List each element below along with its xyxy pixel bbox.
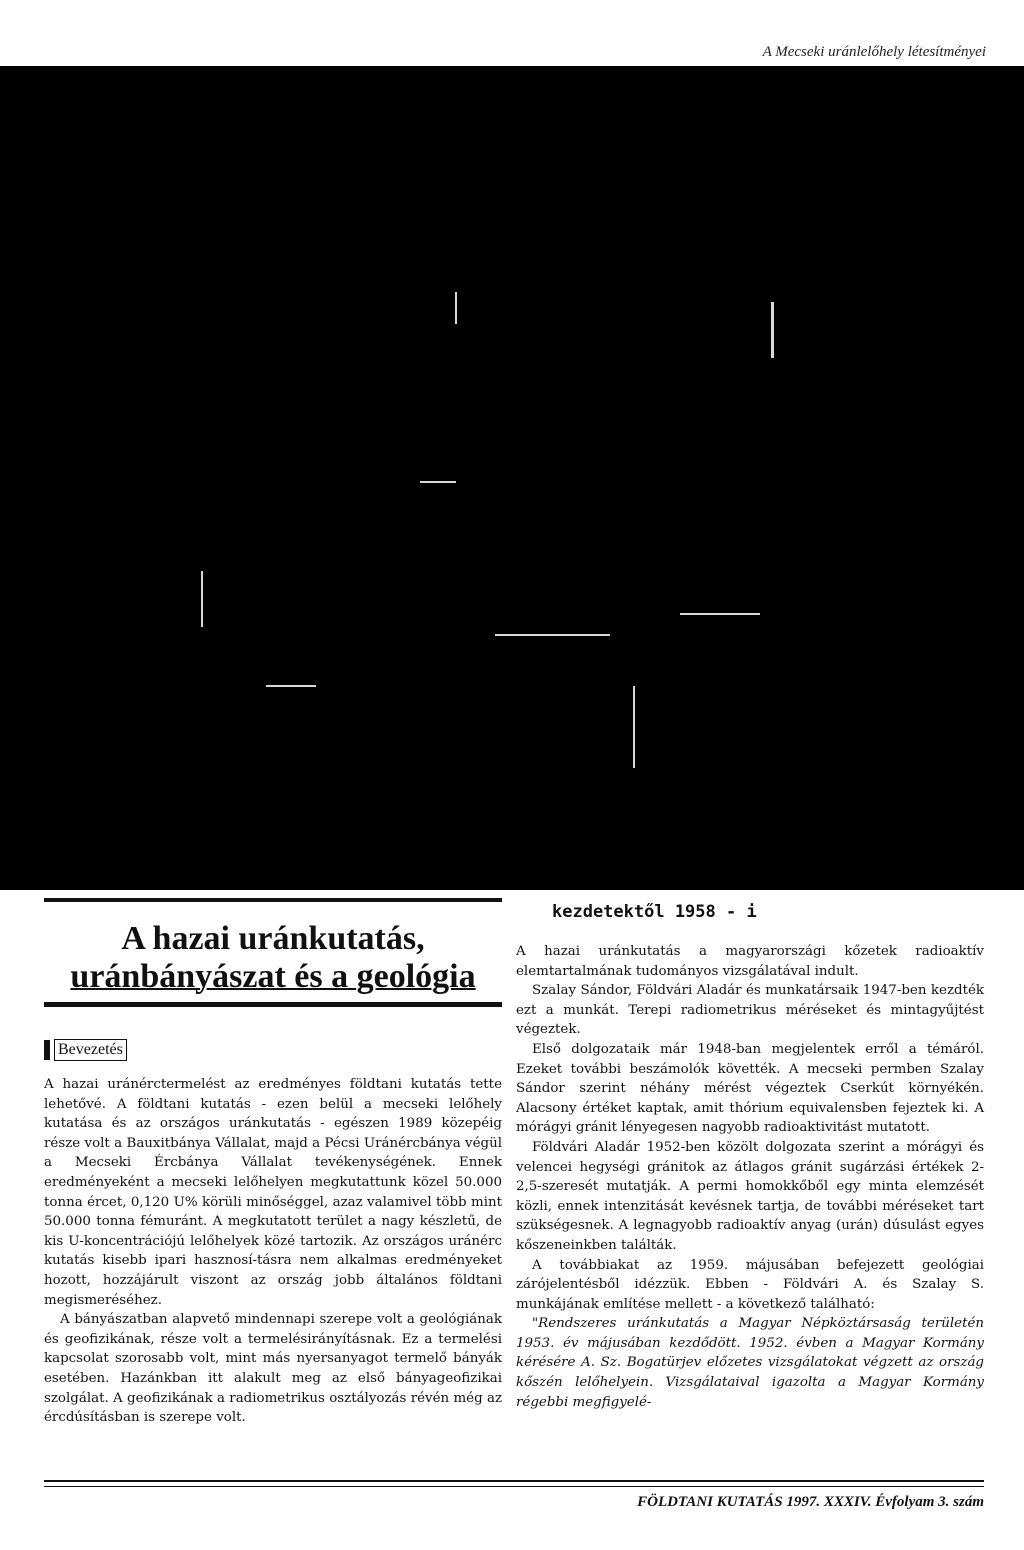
photo-highlight (680, 613, 760, 615)
photo-highlight (495, 634, 610, 636)
paragraph: A bányászatban alapvető mindennapi szerepe volt a geológiának és geofizikának, része volt a termelésirányításnak. Ez a termelési kapcsolat szorosabb volt, mint más nyersanyagot termelő bányák esetében. Hazánkban itt alakult meg az első bányageofizikai szolgálat. A geofizikának a radiometrikus osztályozás révén még az ércdúsításban is szerepe volt. (44, 1312, 502, 1426)
article-title (44, 920, 502, 996)
title-line-1: A hazai uránkutatás, (121, 920, 425, 957)
title-rule (44, 1002, 502, 1007)
paragraph: Földvári Aladár 1952-ben közölt dolgozata szerint a mórágyi és velencei hegységi gránitok az átlagos gránit sugárzási értékek 2-2,5-szeresét mutatják. A permi homokkőből egy minta elemzését közli, ennek intenzitását kevésnek tartja, de további méréseket tart szükségesnek. A legnagyobb radioaktív anyag (urán) dúsulást egyes kőszeneinkben találták. (516, 1139, 984, 1253)
photo-highlight (420, 481, 456, 483)
photograph-dark (0, 66, 1024, 890)
quote-paragraph: "Rendszeres uránkutatás a Magyar Népköztársaság területén 1953. év májusában kezdődött. 1952. évben a Magyar Kormány kérésére A. Sz. Bogatürjev előzetes vizsgálatokat végzett az ország kőszén lelőhelyein. Vizsgálataival igazolta a Magyar Kormány régebbi megfigyelé- (516, 1316, 984, 1410)
photo-highlight (771, 302, 774, 358)
right-column (516, 902, 984, 1412)
paragraph: A továbbiakat az 1959. májusában befejezett geológiai zárójelentésből idézzük. Ebben - Földvári A. és Szalay S. munkájának említése mellett - a következő található: (516, 1257, 984, 1312)
photo-highlight (201, 571, 203, 627)
paragraph: A hazai uránérctermelést az eredményes földtani kutatás tette lehetővé. A földtani kutatás - ezen belül a mecseki lelőhely kutatása és az országos uránkutatás - egészen 1989 közepéig része volt a Bauxitbánya Vállalat, majd a Pécsi Uránércbánya végül a Mecseki Ércbánya Vállalat tevékenységének. Ennek eredményeként a mecseki lelőhelyen megkutattunk közel 50.000 tonna ércet, 0,120 U% körüli minőséggel, azaz valamivel több mint 50.000 tonna fémuránt. A megkutatott terület a nagy készletű, de kis U-koncentrációjú lelőhelyek közé tartozik. Az országos uránérc kutatás kisebb ipari hasznosí-tásra nem alkalmas eredményeket hozott, hozzájárult viszont az ország jobb általános földtani megismeréséhez. (44, 1077, 502, 1308)
section-marker (44, 1040, 50, 1060)
subsection-title: kezdetektől 1958 - i (552, 902, 757, 922)
section-label: Bevezetés (54, 1039, 127, 1061)
footer-rule (44, 1486, 984, 1487)
left-column (44, 898, 502, 1428)
paragraph: Szalay Sándor, Földvári Aladár és munkatársaik 1947-ben kezdték ezt a munkát. Terepi radiometrikus méréseket és mintagyűjtést végeztek. (516, 983, 984, 1038)
photo-highlight (455, 292, 457, 324)
section-heading (44, 1039, 502, 1061)
paragraph: A hazai uránkutatás a magyarországi kőzetek radioaktív elemtartalmának tudományos vizsgálatával indult. (516, 944, 984, 979)
title-rule (44, 898, 502, 902)
running-header: A Mecseki uránlelőhely létesítményei (762, 44, 986, 60)
paragraph: Első dolgozataik már 1948-ban megjelentek erről a témáról. Ezeket további beszámolók követték. A mecseki permben Szalay Sándor szerint néhány mérést végeztek Cserkút környékén. Alacsony értéket kaptak, amit thórium equivalensben fejeztek ki. A mórágyi gránit lényegesen nagyobb radioaktivitást mutatott. (516, 1041, 984, 1136)
journal-footer: FÖLDTANI KUTATÁS 1997. XXXIV. Évfolyam 3. szám (637, 1494, 984, 1510)
footer-rule (44, 1480, 984, 1482)
photo-highlight (266, 685, 316, 687)
title-line-2: uránbányászat és a geológia (70, 958, 476, 995)
photo-highlight (633, 686, 635, 768)
